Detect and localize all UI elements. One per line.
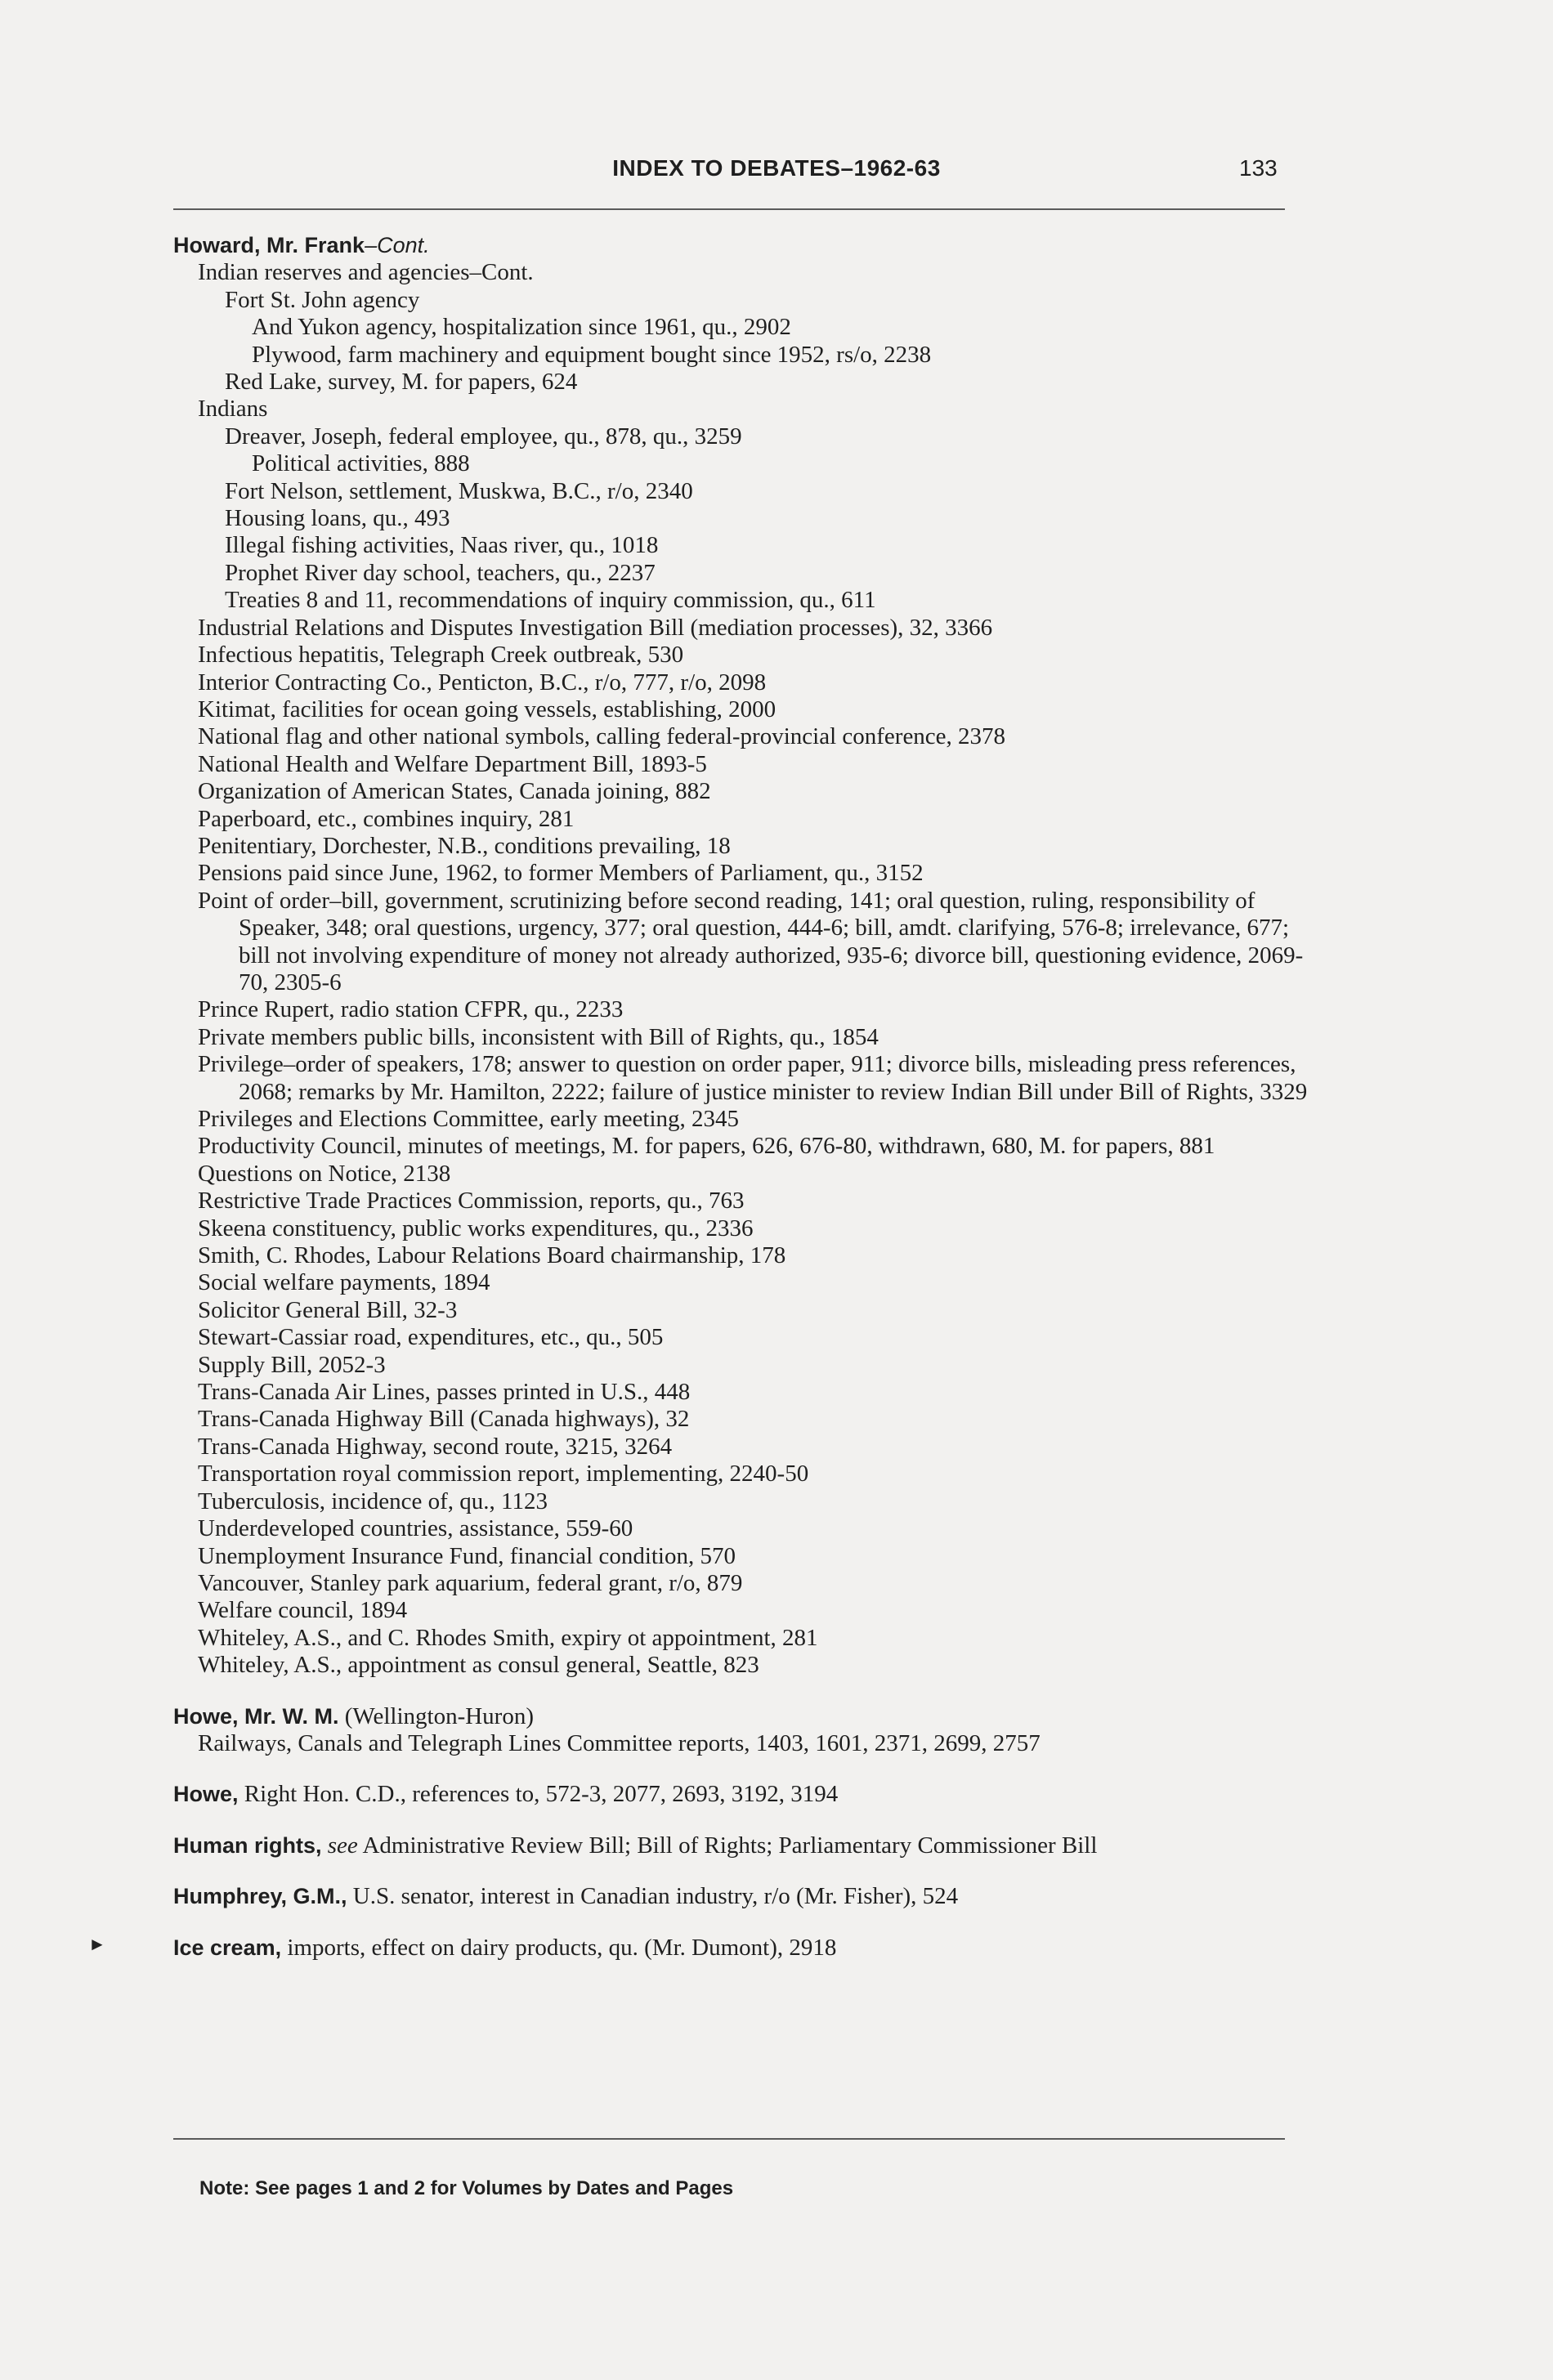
subentry-level-1: Underdeveloped countries, assistance, 559-60 — [198, 1515, 633, 1542]
header-rule — [173, 208, 1285, 210]
subentry-level-1: Trans-Canada Air Lines, passes printed in U.S., 448 — [198, 1379, 691, 1406]
subentry-level-1: Vancouver, Stanley park aquarium, federal grant, r/o, 879 — [198, 1569, 743, 1596]
subentry-level-1: Stewart-Cassiar road, expenditures, etc., qu., 505 — [198, 1324, 664, 1351]
entry-subentries — [173, 1730, 1318, 1757]
entry-subentries — [173, 259, 1318, 1679]
entry-heading-rest: Administrative Review Bill; Bill of Rights; Parliamentary Commissioner Bill — [357, 1832, 1098, 1859]
subentry-level-3: And Yukon agency, hospitalization since 1961, qu., 2902 — [252, 314, 791, 341]
subentry-level-1: National Health and Welfare Department Bill, 1893-5 — [198, 750, 707, 777]
subentry-level-1: Industrial Relations and Disputes Investigation Bill (mediation processes), 32, 3366 — [198, 614, 993, 641]
subentry-level-1: Indian reserves and agencies–Cont. — [198, 259, 534, 286]
footer-note: Note: See pages 1 and 2 for Volumes by Dates and Pages — [199, 2177, 734, 2199]
entry-heading-name: Ice cream, — [173, 1935, 282, 1960]
running-title: INDEX TO DEBATES–1962-63 — [612, 155, 941, 181]
index-entry-howe-cd — [173, 1781, 1318, 1808]
subentry-level-2: Illegal fishing activities, Naas river, qu., 1018 — [225, 532, 659, 559]
entry-heading — [173, 1832, 1318, 1859]
subentry-level-2: Prophet River day school, teachers, qu., 2237 — [225, 559, 656, 586]
subentry-level-1: Transportation royal commission report, implementing, 2240-50 — [198, 1461, 809, 1488]
subentry-level-1: Whiteley, A.S., and C. Rhodes Smith, expiry ot appointment, 281 — [198, 1624, 818, 1651]
subentry-level-1: Welfare council, 1894 — [198, 1597, 408, 1624]
entry-heading — [173, 1935, 1318, 1962]
index-entry-ice-cream — [173, 1935, 1318, 1962]
subentry-level-2: Red Lake, survey, M. for papers, 624 — [225, 369, 578, 396]
entry-heading-rest: (Wellington-Huron) — [338, 1702, 534, 1729]
subentry-level-2: Dreaver, Joseph, federal employee, qu., 878, qu., 3259 — [225, 423, 742, 450]
subentry-level-1: Infectious hepatitis, Telegraph Creek outbreak, 530 — [198, 642, 684, 669]
subentry-level-1: Trans-Canada Highway Bill (Canada highways), 32 — [198, 1406, 690, 1433]
subentry-level-1: Interior Contracting Co., Penticton, B.C., r/o, 777, r/o, 2098 — [198, 669, 767, 696]
entry-heading — [173, 232, 1318, 259]
subentry-level-1: Privilege–order of speakers, 178; answer to question on order paper, 911; divorce bills, misleading press references, 2068; remarks by Mr. Hamilton, 2222; failure of justice minister to review Indian Bill under Bill of Rights, 3329 — [198, 1051, 1308, 1105]
subentry-level-1: Kitimat, facilities for ocean going vessels, establishing, 2000 — [198, 696, 776, 722]
subentry-level-1: Restrictive Trade Practices Commission, reports, qu., 763 — [198, 1188, 745, 1215]
page-header — [0, 152, 1553, 193]
subentry-level-1: Solicitor General Bill, 32-3 — [198, 1296, 458, 1323]
subentry-level-1: Indians — [198, 396, 268, 423]
entry-heading — [173, 1883, 1318, 1910]
index-entry-humphrey — [173, 1883, 1318, 1910]
subentry-level-3: Political activities, 888 — [252, 450, 470, 477]
subentry-level-1: Pensions paid since June, 1962, to former Members of Parliament, qu., 3152 — [198, 860, 924, 887]
subentry-level-3: Plywood, farm machinery and equipment bought since 1952, rs/o, 2238 — [252, 341, 932, 368]
entry-see-reference: see — [321, 1832, 358, 1859]
subentry-level-1: Social welfare payments, 1894 — [198, 1269, 490, 1296]
subentry-level-1: Skeena constituency, public works expenditures, qu., 2336 — [198, 1215, 754, 1241]
subentry-level-1: Private members public bills, inconsistent with Bill of Rights, qu., 1854 — [198, 1023, 879, 1050]
index-entry-human-rights — [173, 1832, 1318, 1859]
subentry-level-1: Point of order–bill, government, scrutinizing before second reading, 141; oral question, ruling, responsibility of Speaker, 348; oral questions, urgency, 377; oral question, 444-6; bill, amdt. clarifying, 576-8; irrelevance, 677; bill not involving expenditure of money not already authorized, 935-6; divorce bill, questioning evidence, 2069-70, 2305-6 — [198, 887, 1304, 995]
subentry-level-2: Fort Nelson, settlement, Muskwa, B.C., r/o, 2340 — [225, 477, 693, 504]
subentry-level-1: Railways, Canals and Telegraph Lines Committee reports, 1403, 1601, 2371, 2699, 2757 — [198, 1729, 1041, 1756]
entry-heading-rest: imports, effect on dairy products, qu. (Mr. Dumont), 2918 — [281, 1934, 837, 1961]
subentry-level-1: Penitentiary, Dorchester, N.B., conditions prevailing, 18 — [198, 832, 731, 859]
subentry-level-2: Treaties 8 and 11, recommendations of inquiry commission, qu., 611 — [225, 587, 876, 614]
subentry-level-1: Tuberculosis, incidence of, qu., 1123 — [198, 1488, 548, 1514]
entry-heading-name: Howe, Mr. W. M. — [173, 1703, 339, 1729]
subentry-level-1: Trans-Canada Highway, second route, 3215, 3264 — [198, 1433, 673, 1460]
subentry-level-1: National flag and other national symbols, calling federal-provincial conference, 2378 — [198, 723, 1006, 750]
index-body — [173, 232, 1318, 1962]
index-entry-howe-wm — [173, 1703, 1318, 1758]
subentry-level-1: Supply Bill, 2052-3 — [198, 1351, 386, 1378]
entry-heading-name: Human rights, — [173, 1832, 322, 1858]
subentry-level-1: Organization of American States, Canada joining, 882 — [198, 778, 711, 805]
subentry-level-1: Smith, C. Rhodes, Labour Relations Board chairmanship, 178 — [198, 1242, 786, 1269]
entry-heading-rest: Right Hon. C.D., references to, 572-3, 2077, 2693, 3192, 3194 — [238, 1781, 839, 1808]
entry-heading — [173, 1781, 1318, 1808]
entry-heading-name: Humphrey, G.M., — [173, 1884, 347, 1909]
entry-heading-continued: –Cont. — [365, 233, 430, 257]
subentry-level-1: Prince Rupert, radio station CFPR, qu., 2233 — [198, 996, 624, 1023]
subentry-level-1: Unemployment Insurance Fund, financial condition, 570 — [198, 1542, 736, 1569]
entry-heading-rest: U.S. senator, interest in Canadian industry, r/o (Mr. Fisher), 524 — [347, 1883, 959, 1910]
margin-arrow-icon: ► — [88, 1934, 106, 1954]
subentry-level-1: Questions on Notice, 2138 — [198, 1160, 451, 1187]
subentry-level-1: Privileges and Elections Committee, early meeting, 2345 — [198, 1106, 740, 1132]
entry-heading-name: Howe, — [173, 1782, 239, 1807]
subentry-level-1: Paperboard, etc., combines inquiry, 281 — [198, 805, 575, 832]
subentry-level-2: Housing loans, qu., 493 — [225, 505, 450, 532]
footer-rule — [173, 2138, 1285, 2140]
subentry-level-1: Whiteley, A.S., appointment as consul general, Seattle, 823 — [198, 1652, 759, 1679]
subentry-level-2: Fort St. John agency — [225, 286, 420, 313]
page-number: 133 — [1239, 155, 1278, 181]
entry-heading — [173, 1703, 1318, 1730]
subentry-level-1: Productivity Council, minutes of meetings, M. for papers, 626, 676-80, withdrawn, 680, M. for papers, 881 — [198, 1133, 1215, 1160]
index-entry-howard — [173, 232, 1318, 1680]
entry-heading-name: Howard, Mr. Frank — [173, 233, 365, 257]
